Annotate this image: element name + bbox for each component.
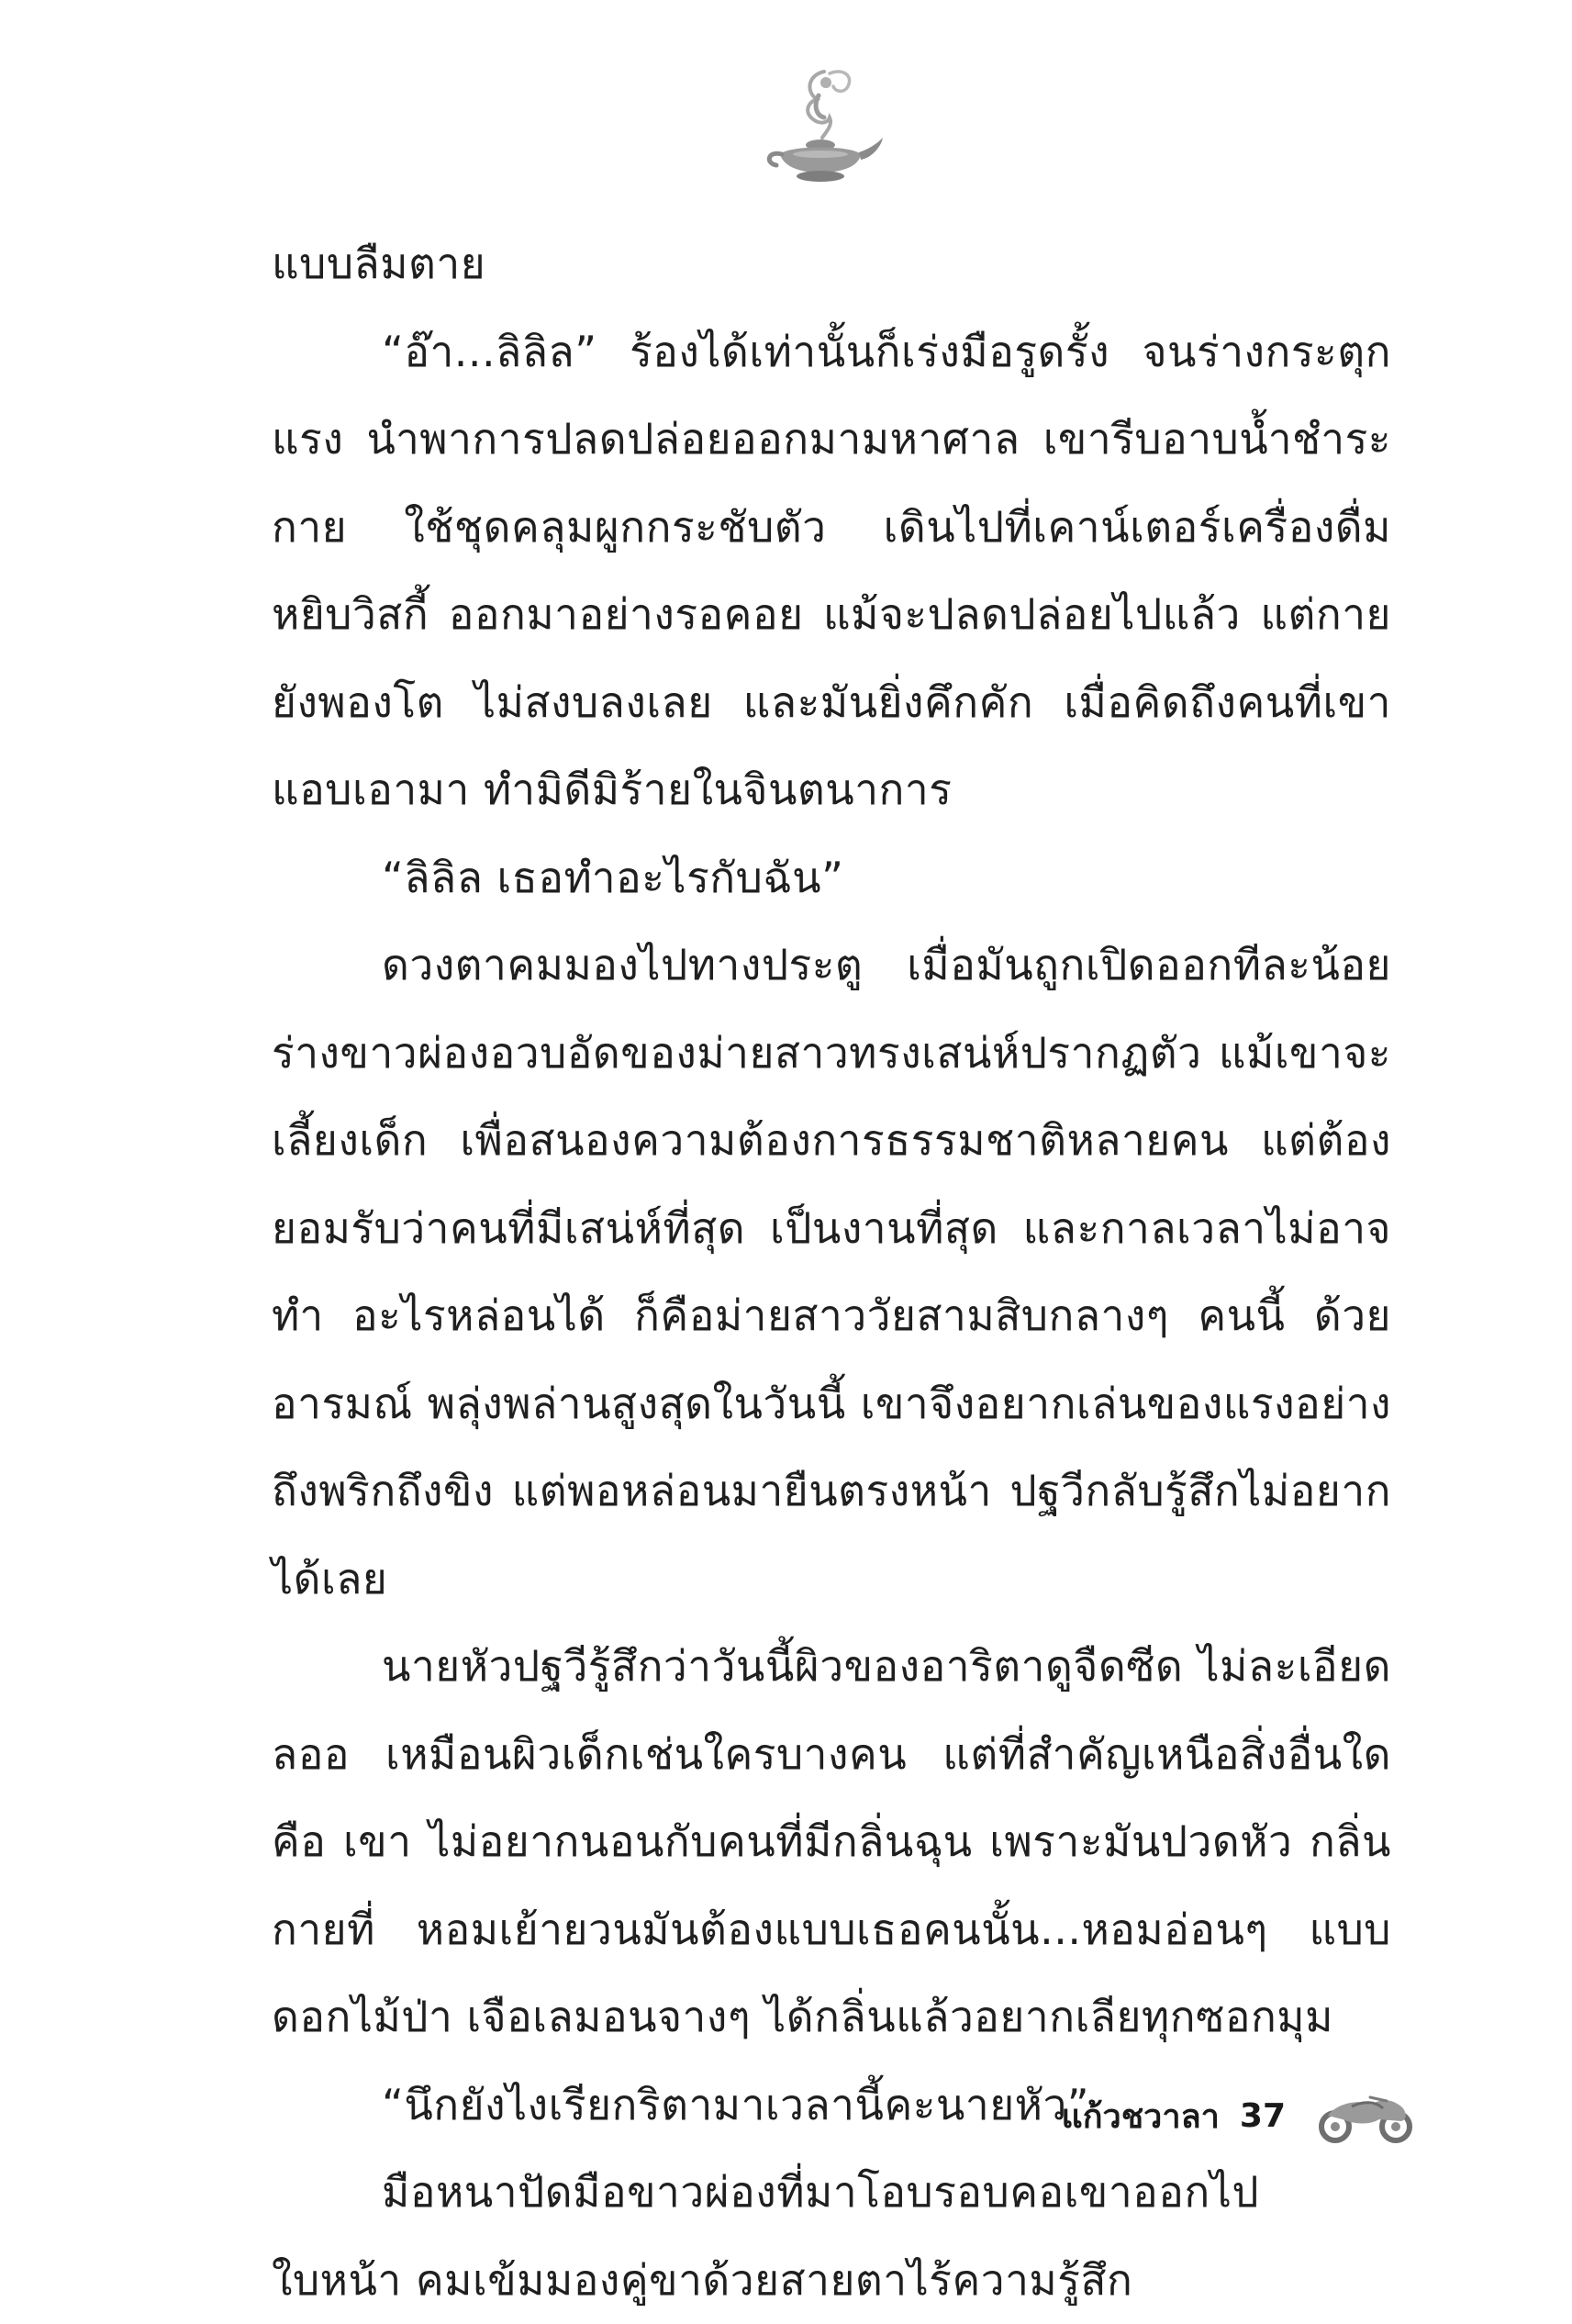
motorcycle-icon bbox=[1315, 2088, 1416, 2143]
page-number: 37 bbox=[1239, 2096, 1286, 2135]
paragraph-7: มือหนาปัดมือขาวผ่องที่มาโอบรอบคอเขาออกไป ใบหน้า คมเข้มมองคู่ขาด้วยสายตาไร้ความรู้สึก bbox=[272, 2167, 1260, 2305]
genie-lamp-icon bbox=[753, 55, 890, 193]
paragraph-6: “นึกยังไงเรียกริตามาเวลานี้คะนายหัว” bbox=[382, 2079, 1090, 2129]
paragraph-2: “อ๊า...ลิลิล” ร้องได้เท่านั้นก็เร่งมือรูดรั้ง จนร่างกระตุกแรง นำพาการปลดปล่อยออกมามหาศาล เขารีบอาบน้ำชำระกาย ใช้ชุดคลุมผูกกระชับตัว เดินไปที่เคาน์เตอร์เครื่องดื่ม หยิบวิสกี้ ออกมาอย่างรอคอย แม้จะปลดปล่อยไปแล้ว แต่กายยังพองโต ไม่สงบลงเลย และมันยิ่งคึกคัก เมื่อคิดถึงคนที่เขาแอบเอามา ทำมิดีมิร้ายในจินตนาการ bbox=[272, 326, 1391, 814]
page-footer bbox=[1062, 2084, 1416, 2148]
body-text bbox=[272, 220, 1391, 2324]
book-title: แก้วชวาลา bbox=[1061, 2097, 1220, 2136]
paragraph-3: “ลิลิล เธอทำอะไรกับฉัน” bbox=[382, 852, 844, 902]
paragraph-1: แบบลืมตาย bbox=[272, 239, 486, 288]
paragraph-4: ดวงตาคมมองไปทางประตู เมื่อมันถูกเปิดออกทีละน้อย ร่างขาวผ่องอวบอัดของม่ายสาวทรงเสน่ห์ปรากฏตัว แม้เขาจะ เลี้ยงเด็ก เพื่อสนองความต้องการธรรมชาติหลายคน แต่ต้อง ยอมรับว่าคนที่มีเสน่ห์ที่สุด เป็นงานที่สุด และกาลเวลาไม่อาจทำ อะไรหล่อนได้ ก็คือม่ายสาววัยสามสิบกลางๆ คนนี้ ด้วยอารมณ์ พลุ่งพล่านสูงสุดในวันนี้ เขาจึงอยากเล่นของแรงอย่างถึงพริกถึงขิง แต่พอหล่อนมายืนตรงหน้า ปฐวีกลับรู้สึกไม่อยากได้เลย bbox=[272, 940, 1391, 1603]
paragraph-5: นายหัวปฐวีรู้สึกว่าวันนี้ผิวของอาริตาดูจืดซีด ไม่ละเอียดลออ เหมือนผิวเด็กเช่นใครบางคน แต่ที่สำคัญเหนือสิ่งอื่นใดคือ เขา ไม่อยากนอนกับคนที่มีกลิ่นฉุน เพราะมันปวดหัว กลิ่นกายที่ หอมเย้ายวนมันต้องแบบเธอคนนั้น...หอมอ่อนๆ แบบดอกไม้ป่า เจือเลมอนจางๆ ได้กลิ่นแล้วอยากเลียทุกซอกมุม bbox=[272, 1641, 1391, 2041]
